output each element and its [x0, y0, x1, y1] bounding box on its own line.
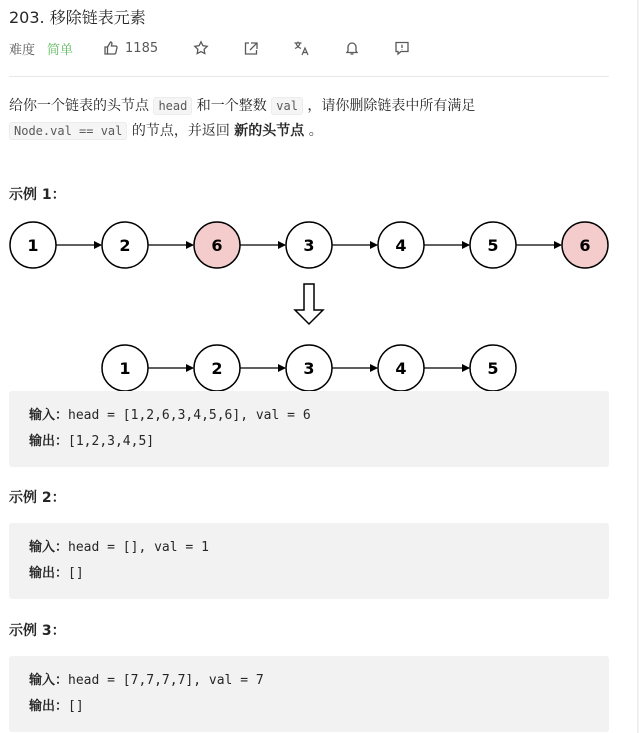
code-val: val [271, 97, 303, 115]
example-2-title: 示例 2： [9, 490, 66, 506]
down-arrow-icon [295, 284, 323, 324]
description-text: 的节点，并返回 [127, 123, 235, 139]
after-node-label: 2 [211, 359, 223, 378]
difficulty-badge: 简单 [47, 42, 74, 58]
description-text: ，请你删除链表中所有满足 [302, 98, 476, 114]
before-node-label: 4 [395, 236, 407, 255]
example-1-code [9, 391, 609, 467]
feedback-icon[interactable] [394, 40, 410, 56]
bold-new-head: 新的头节点 [234, 123, 305, 139]
example-3-code [9, 656, 609, 732]
input-label: 输入： [29, 408, 69, 423]
example-2-input-line [29, 535, 589, 561]
thumbs-up-icon [103, 40, 119, 56]
example-3-input: head = [7,7,7,7], val = 7 [68, 673, 264, 688]
example-1-output: [1,2,3,4,5] [68, 434, 155, 449]
example-1-input-line [29, 403, 589, 429]
star-icon[interactable] [193, 40, 209, 56]
like-count: 1185 [125, 40, 159, 56]
output-label: 输出： [29, 699, 69, 714]
example-2-input: head = [], val = 1 [68, 540, 209, 555]
after-node-label: 4 [395, 359, 407, 378]
bell-icon[interactable] [344, 40, 360, 56]
before-node-label: 5 [487, 236, 499, 255]
before-node-label: 6 [579, 236, 591, 255]
example-3-output-line [29, 694, 589, 720]
after-node-label: 1 [119, 359, 131, 378]
after-node-label: 3 [303, 359, 315, 378]
before-node-label: 3 [303, 236, 315, 255]
before-node-label: 6 [211, 236, 223, 255]
example-1-title: 示例 1： [9, 187, 66, 203]
example-1-output-line [29, 429, 589, 455]
example-2-output-line [29, 561, 589, 587]
list-after [102, 345, 516, 391]
description-line-2 [9, 119, 609, 144]
example-1-input: head = [1,2,6,3,4,5,6], val = 6 [68, 408, 311, 423]
example-3-title: 示例 3： [9, 623, 66, 639]
after-node-label: 5 [487, 359, 499, 378]
divider [9, 76, 609, 77]
example-2-code [9, 523, 609, 599]
output-label: 输出： [29, 434, 69, 449]
share-icon[interactable] [243, 40, 259, 56]
before-node-label: 2 [119, 236, 131, 255]
like-button[interactable] [103, 40, 158, 56]
before-node-label: 1 [27, 236, 39, 255]
code-head: head [153, 97, 192, 115]
description-text: 。 [304, 123, 323, 139]
input-label: 输入： [29, 540, 69, 555]
list-before [10, 222, 608, 268]
problem-description [9, 94, 609, 144]
output-label: 输出： [29, 566, 69, 581]
input-label: 输入： [29, 673, 69, 688]
description-text: 给你一个链表的头节点 [9, 98, 154, 114]
example-3-input-line [29, 668, 589, 694]
translate-icon[interactable] [293, 40, 310, 56]
example-2-output: [] [68, 566, 84, 581]
description-line-1 [9, 94, 609, 119]
meta-bar [9, 38, 410, 58]
example-3-output: [] [68, 699, 84, 714]
description-text: 和一个整数 [192, 98, 272, 114]
problem-title: 203. 移除链表元素 [9, 8, 146, 27]
difficulty-label: 难度 [9, 42, 36, 58]
linked-list-diagram [9, 212, 611, 394]
code-condition: Node.val == val [9, 122, 127, 140]
